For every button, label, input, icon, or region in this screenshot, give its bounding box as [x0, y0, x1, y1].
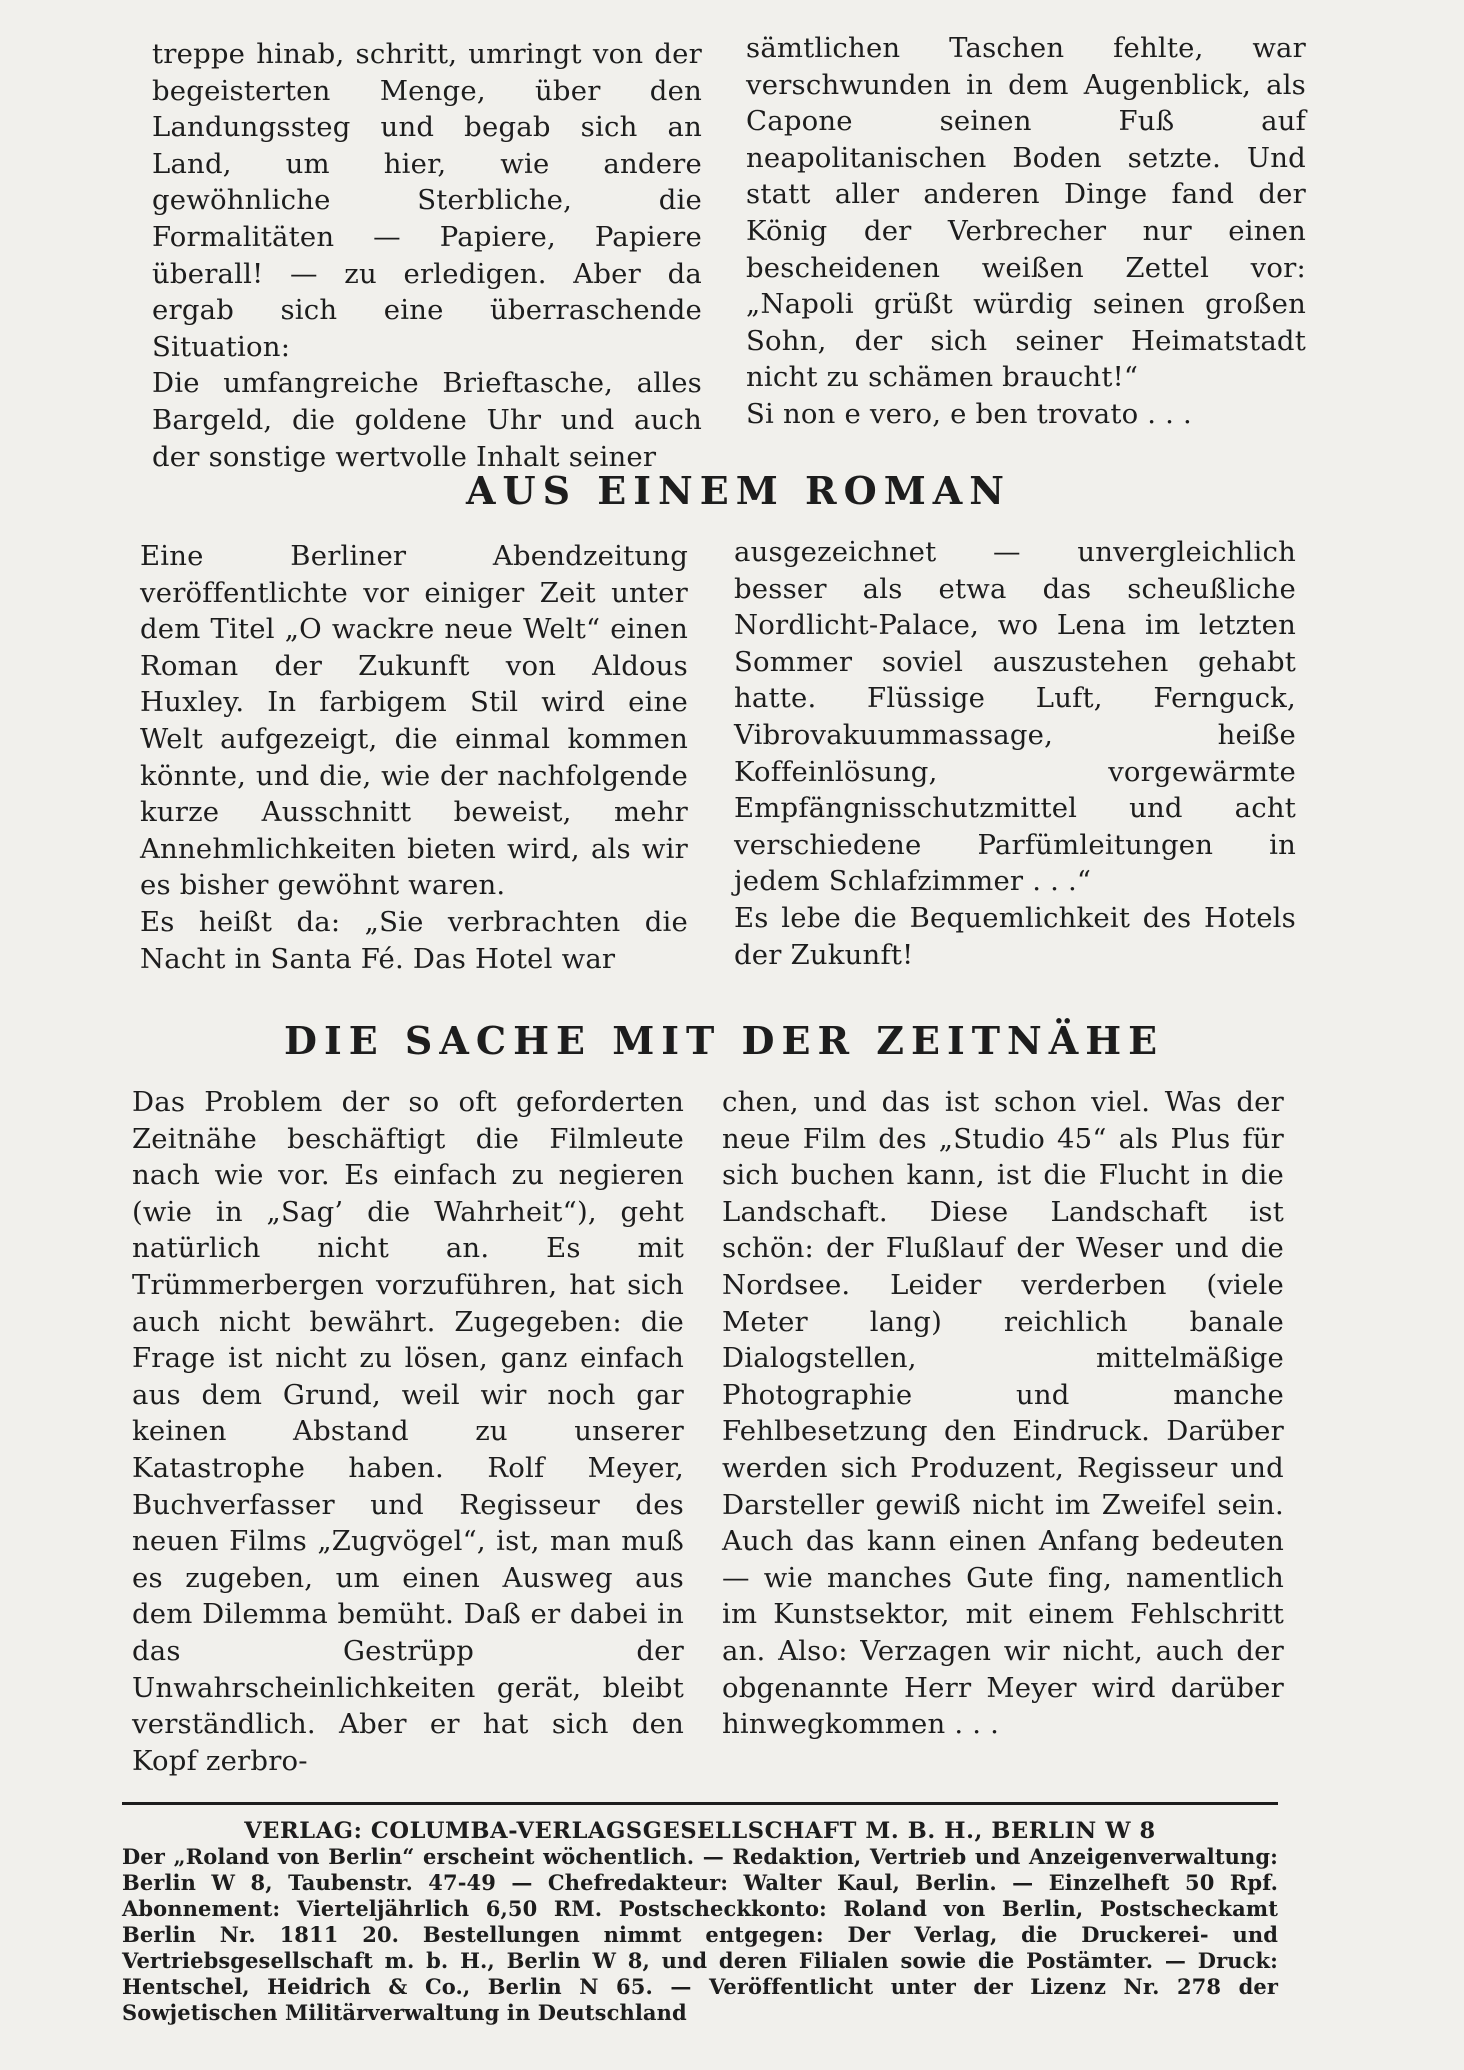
section3-left-column [132, 1084, 684, 1779]
paragraph: Si non e vero, e ben trovato . . . [746, 397, 1192, 430]
section-heading-aus-einem-roman: AUS EINEM ROMAN [466, 468, 1011, 513]
paragraph: chen, und das ist schon viel. Was der neue Film des „Studio 45“ als Plus für sich buchen kann, ist die Flucht in die Landschaft. Diese Landschaft ist schön: der Flußlauf der Weser und die Nordsee. Leider verderben (viele Meter lang) reichlich banale Dialogstellen, mittelmäßige Photographie und manche Fehlbesetzung den Eindruck. Darüber werden sich Produzent, Regisseur und Darsteller gewiß nicht im Zweifel sein. Auch das kann einen Anfang bedeuten — wie manches Gute fing, namentlich im Kunstsektor, mit einem Fehlschritt an. Also: Verzagen wir nicht, auch der obgenannte Herr Meyer wird darüber hinwegkommen . . . [722, 1086, 1284, 1741]
paragraph: Die umfangreiche Brieftasche, alles Bargeld, die goldene Uhr und auch der sonstige wertvolle Inhalt seiner [152, 367, 702, 473]
section3-right-column [722, 1084, 1284, 1743]
paragraph: Das Problem der so oft geforderten Zeitnähe beschäftigt die Filmleute nach wie vor. Es einfach zu negieren (wie in „Sag’ die Wahrheit“), geht natürlich nicht an. Es mit Trümmerbergen vorzuführen, hat sich auch nicht bewährt. Zugegeben: die Frage ist nicht zu lösen, ganz einfach aus dem Grund, weil wir noch gar keinen Abstand zu unserer Katastrophe haben. Rolf Meyer, Buchverfasser und Regisseur des neuen Films „Zugvögel“, ist, man muß es zugeben, um einen Ausweg aus dem Dilemma bemüht. Daß er dabei in das Gestrüpp der Unwahrscheinlichkeiten gerät, bleibt verständlich. Aber er hat sich den Kopf zerbro- [132, 1086, 684, 1777]
paragraph: treppe hinab, schritt, umringt von der begeisterten Menge, über den Landungssteg und begab sich an Land, um hier, wie andere gewöhnliche Sterbliche, die Formalitäten — Papiere, Papiere überall! — zu erledigen. Aber da ergab sich eine überraschende Situation: [152, 38, 702, 363]
paragraph: ausgezeichnet — unvergleichlich besser als etwa das scheußliche Nordlicht-Palace, wo Lena im letzten Sommer soviel auszustehen gehabt hatte. Flüssige Luft, Fernguck, Vibrovakuummassage, heiße Koffeinlösung, vorgewärmte Empfängnisschutzmittel und acht verschiedene Parfümleitungen in jedem Schlafzimmer . . .“ [734, 536, 1296, 898]
imprint-divider [122, 1802, 1278, 1805]
imprint-block [122, 1818, 1278, 2026]
section-heading-die-sache-mit-der-zeitnaehe: DIE SACHE MIT DER ZEITNÄHE [284, 1018, 1165, 1063]
paragraph: Es heißt da: „Sie verbrachten die Nacht in Santa Fé. Das Hotel war [140, 905, 688, 975]
section1-left-column [152, 36, 702, 475]
section2-right-column [734, 534, 1296, 973]
publisher-line: VERLAG: COLUMBA-VERLAGSGESELLSCHAFT M. B. H., BERLIN W 8 [244, 1818, 1156, 1844]
paragraph: Eine Berliner Abendzeitung veröffentlichte vor einiger Zeit unter dem Titel „O wackre neue Welt“ einen Roman der Zukunft von Aldous Huxley. In farbigem Stil wird eine Welt aufgezeigt, die einmal kommen könnte, und die, wie der nachfolgende kurze Ausschnitt beweist, mehr Annehmlichkeiten bieten wird, als wir es bisher gewöhnt waren. [140, 540, 688, 902]
section1-right-column [746, 30, 1306, 433]
paragraph: sämtlichen Taschen fehlte, war verschwunden in dem Augenblick, als Capone seinen Fuß auf neapolitanischen Boden setzte. Und statt aller anderen Dinge fand der König der Verbrecher nur einen bescheidenen weißen Zettel vor: „Napoli grüßt würdig seinen großen Sohn, der sich seiner Heimatstadt nicht zu schämen braucht!“ [746, 32, 1306, 394]
paragraph: Es lebe die Bequemlichkeit des Hotels der Zukunft! [734, 901, 1296, 971]
imprint-text: Der „Roland von Berlin“ erscheint wöchentlich. — Redaktion, Vertrieb und Anzeigenverwaltung: Berlin W 8, Taubenstr. 47-49 — Chefredakteur: Walter Kaul, Berlin. — Einzelheft 50 Rpf. Abonnement: Vierteljährlich 6,50 RM. Postscheckkonto: Roland von Berlin, Postscheckamt Berlin Nr. 1811 20. Bestellungen nimmt entgegen: Der Verlag, die Druckerei- und Vertriebsgesellschaft m. b. H., Berlin W 8, und deren Filialen sowie die Postämter. — Druck: Hentschel, Heidrich & Co., Berlin N 65. — Veröffentlicht unter der Lizenz Nr. 278 der Sowjetischen Militärverwaltung in Deutschland [122, 1844, 1278, 2025]
section2-left-column [140, 538, 688, 977]
